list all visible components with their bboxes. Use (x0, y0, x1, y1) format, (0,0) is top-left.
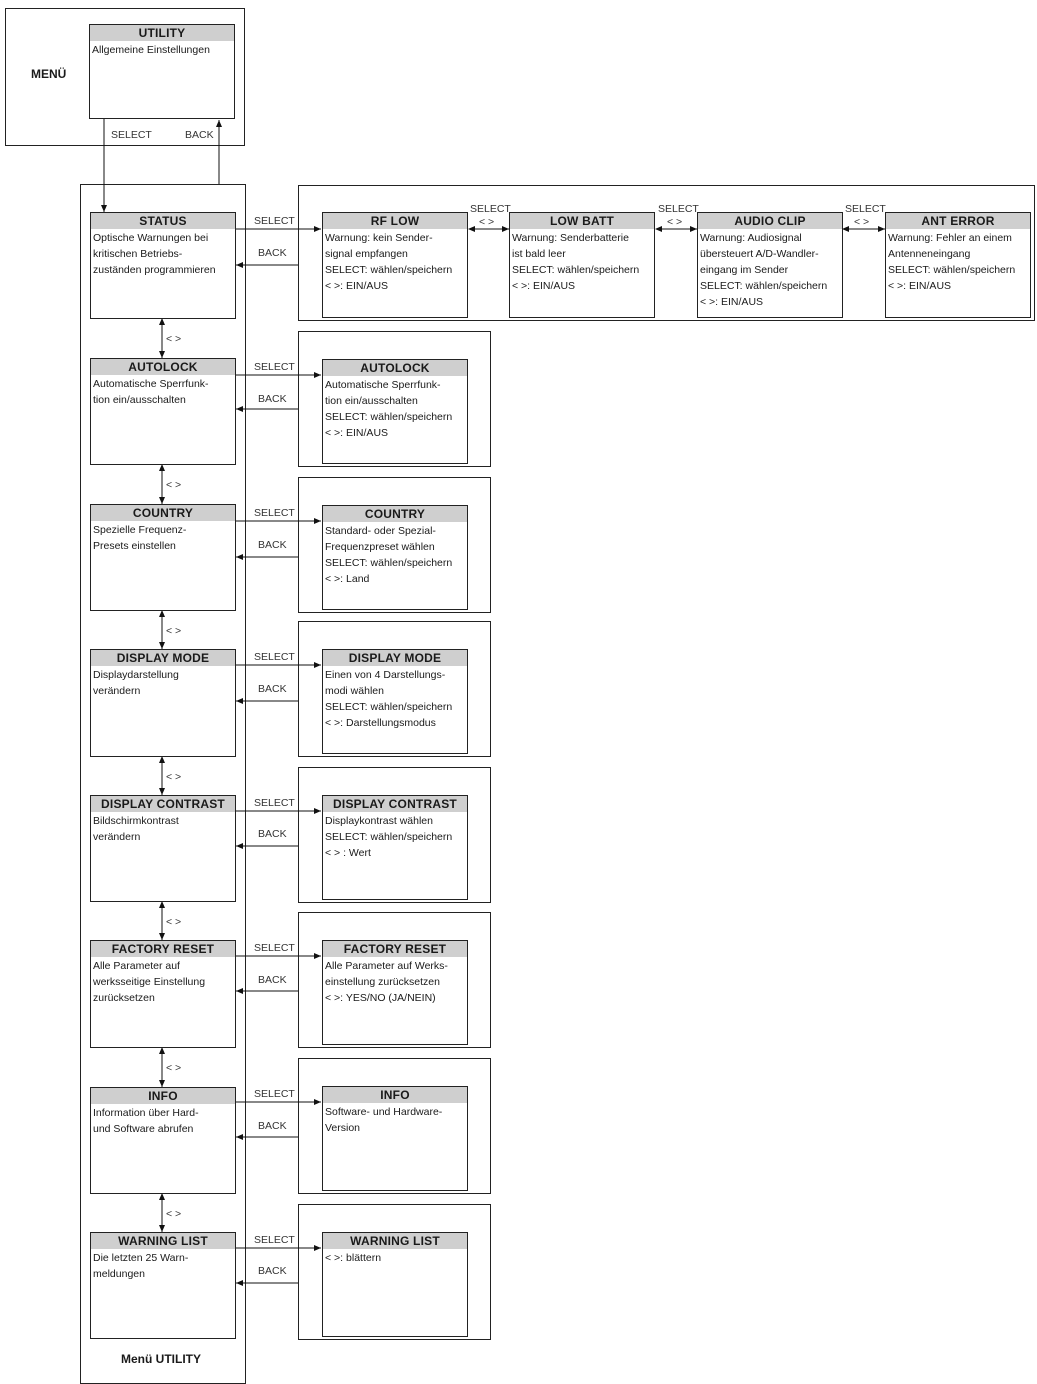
sub-text: Alle Parameter auf Werks- einstellung zurücksetzen < >: YES/NO (JA/NEIN) (325, 960, 448, 1004)
sub-title: DISPLAY MODE (323, 650, 467, 666)
sub-info[interactable] (322, 1086, 468, 1191)
back-label: BACK (258, 393, 287, 405)
sub-text: Warnung: Audiosignal übersteuert A/D-Wandler- eingang im Sender SELECT: wählen/speichern < >: EIN/AUS (700, 232, 828, 308)
menu-label: MENÜ (31, 67, 67, 81)
back-label: BACK (258, 1120, 287, 1132)
back-label: BACK (258, 974, 287, 986)
menu-item-factory-reset[interactable] (90, 940, 236, 1048)
menu-item-title: FACTORY RESET (91, 941, 235, 957)
status-nav-label: < > (479, 216, 495, 228)
sub-text: Warnung: Fehler an einem Antenneneingang SELECT: wählen/speichern < >: EIN/AUS (888, 232, 1016, 292)
menu-item-info[interactable] (90, 1087, 236, 1194)
select-label: SELECT (254, 797, 295, 809)
back-label: BACK (258, 1265, 287, 1277)
menu-item-title: INFO (91, 1088, 235, 1104)
menu-back-label: BACK (185, 129, 214, 141)
select-label: SELECT (254, 215, 295, 227)
sub-title: ANT ERROR (886, 213, 1030, 229)
nav-label: < > (166, 479, 182, 491)
sub-text: Software- und Hardware- Version (325, 1106, 443, 1134)
sub-title: DISPLAY CONTRAST (323, 796, 467, 812)
menu-item-title: DISPLAY CONTRAST (91, 796, 235, 812)
status-nav-label: < > (854, 216, 870, 228)
menu-item-text: Displaydarstellung verändern (93, 669, 179, 697)
menu-item-text: Alle Parameter auf werksseitige Einstellung zurücksetzen (93, 960, 206, 1004)
menu-item-autolock[interactable] (90, 358, 236, 465)
menu-item-status[interactable] (90, 212, 236, 319)
sub-text: Automatische Sperrfunk- tion ein/ausschalten SELECT: wählen/speichern < >: EIN/AUS (325, 379, 453, 439)
status-sub-rf-low[interactable] (322, 212, 468, 318)
nav-label: < > (166, 1208, 182, 1220)
nav-label: < > (166, 625, 182, 637)
sub-title: INFO (323, 1087, 467, 1103)
utility-text: Allgemeine Einstellungen (92, 44, 210, 56)
menu-item-text: Optische Warnungen bei kritischen Betriebs- zuständen programmieren (93, 232, 216, 276)
status-nav-label: < > (667, 216, 683, 228)
select-label: SELECT (254, 1234, 295, 1246)
sub-text: Warnung: Senderbatterie ist bald leer SELECT: wählen/speichern < >: EIN/AUS (512, 232, 640, 292)
select-label: SELECT (254, 1088, 295, 1100)
sub-text: Warnung: kein Sender- signal empfangen SELECT: wählen/speichern < >: EIN/AUS (325, 232, 453, 292)
status-select-label: SELECT (845, 203, 886, 215)
sub-text: Displaykontrast wählen SELECT: wählen/speichern < > : Wert (325, 815, 453, 859)
sub-title: AUDIO CLIP (698, 213, 842, 229)
menu-item-title: WARNING LIST (91, 1233, 235, 1249)
menu-item-warning-list[interactable] (90, 1232, 236, 1339)
sub-title: RF LOW (323, 213, 467, 229)
select-label: SELECT (254, 651, 295, 663)
select-label: SELECT (254, 507, 295, 519)
sub-warning-list[interactable] (322, 1232, 468, 1337)
menu-item-title: DISPLAY MODE (91, 650, 235, 666)
nav-label: < > (166, 771, 182, 783)
menu-item-text: Spezielle Frequenz- Presets einstellen (93, 524, 187, 552)
utility-title: UTILITY (90, 25, 234, 41)
sub-title: FACTORY RESET (323, 941, 467, 957)
back-label: BACK (258, 539, 287, 551)
menu-item-text: Bildschirmkontrast verändern (93, 815, 179, 843)
sub-text: Standard- oder Spezial- Frequenzpreset wählen SELECT: wählen/speichern < >: Land (325, 525, 453, 585)
status-sub-ant-error[interactable] (885, 212, 1031, 318)
sub-title: COUNTRY (323, 506, 467, 522)
back-label: BACK (258, 247, 287, 259)
sub-text: < >: blättern (325, 1252, 382, 1264)
menu-item-title: COUNTRY (91, 505, 235, 521)
sub-country[interactable] (322, 505, 468, 610)
sub-title: WARNING LIST (323, 1233, 467, 1249)
sub-autolock[interactable] (322, 359, 468, 464)
status-sub-audio-clip[interactable] (697, 212, 843, 318)
sub-title: AUTOLOCK (323, 360, 467, 376)
sub-display-contrast[interactable] (322, 795, 468, 900)
menu-select-label: SELECT (111, 129, 152, 141)
back-label: BACK (258, 683, 287, 695)
menu-item-text: Automatische Sperrfunk- tion ein/ausschalten (93, 378, 209, 406)
utility-menu-caption: Menü UTILITY (121, 1352, 201, 1366)
menu-item-title: STATUS (91, 213, 235, 229)
nav-label: < > (166, 333, 182, 345)
menu-item-display-contrast[interactable] (90, 795, 236, 902)
sub-factory-reset[interactable] (322, 940, 468, 1045)
sub-title: LOW BATT (510, 213, 654, 229)
menu-item-display-mode[interactable] (90, 649, 236, 757)
menu-item-country[interactable] (90, 504, 236, 611)
sub-display-mode[interactable] (322, 649, 468, 754)
nav-label: < > (166, 1062, 182, 1074)
nav-label: < > (166, 916, 182, 928)
menu-item-text: Information über Hard- und Software abrufen (93, 1107, 199, 1135)
status-select-label: SELECT (470, 203, 511, 215)
status-select-label: SELECT (658, 203, 699, 215)
status-sub-low-batt[interactable] (509, 212, 655, 318)
menu-item-text: Die letzten 25 Warn- meldungen (93, 1252, 189, 1280)
select-label: SELECT (254, 361, 295, 373)
select-label: SELECT (254, 942, 295, 954)
back-label: BACK (258, 828, 287, 840)
menu-item-title: AUTOLOCK (91, 359, 235, 375)
sub-text: Einen von 4 Darstellungs- modi wählen SELECT: wählen/speichern < >: Darstellungsmodus (325, 669, 453, 729)
